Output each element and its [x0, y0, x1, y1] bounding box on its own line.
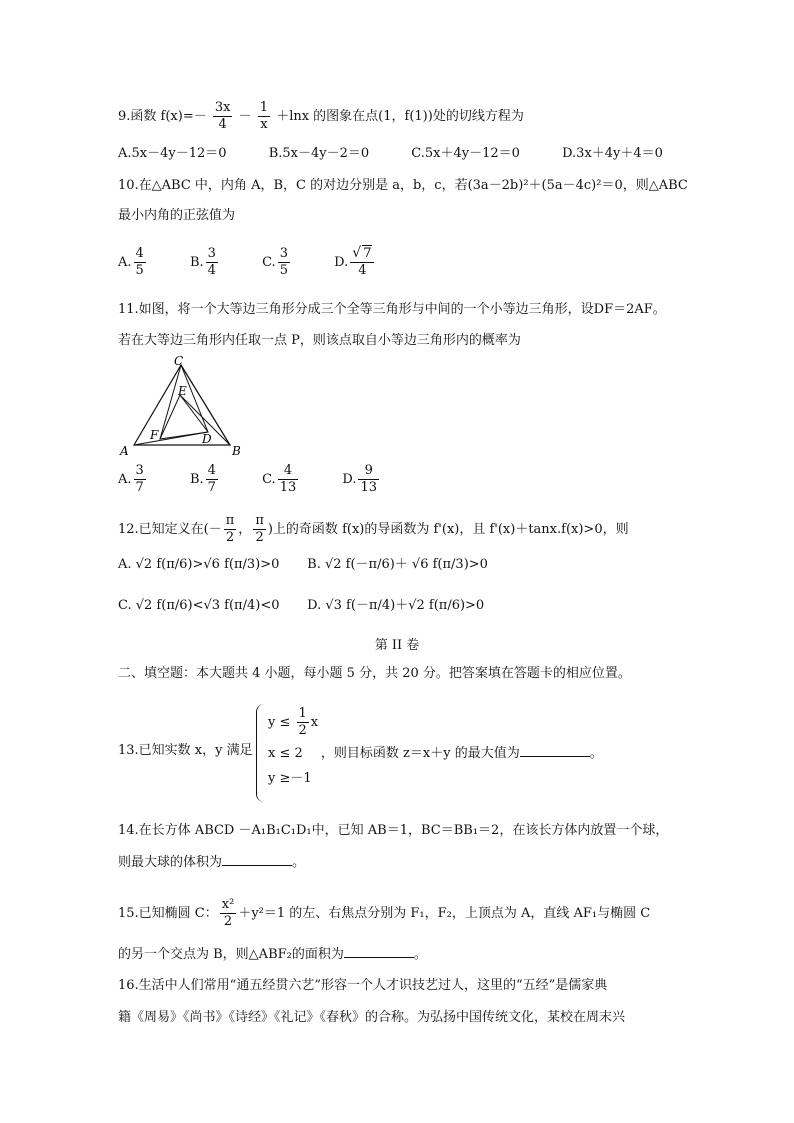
q12-suffix: )上的奇函数 f(x)的导函数为 f'(x)，且 f'(x)＋tanx.f(x)>0，则	[267, 522, 629, 537]
q13-c1-right: x	[310, 715, 319, 730]
q11-a-den: 7	[135, 480, 144, 495]
q12-frac-2	[253, 513, 266, 546]
q12-frac-2-den: 2	[255, 530, 264, 545]
q13-prefix: 13.已知实数 x，y 满足	[118, 743, 253, 758]
q9-minus: －	[238, 109, 252, 124]
q12-option-a[interactable]: A. √2 f(π/6)>√6 f(π/3)>0	[118, 557, 280, 572]
q9-frac-2-num: 1	[259, 100, 269, 115]
q14-stem-line2	[118, 853, 305, 872]
q10-b-label: B.	[189, 255, 204, 270]
q12-option-c[interactable]: C. √2 f(π/6)<√3 f(π/4)<0	[118, 598, 280, 613]
q13-condition-1	[268, 706, 318, 739]
q10-b-frac	[206, 246, 218, 279]
q10-a-den: 5	[135, 263, 144, 278]
q11-a-frac	[134, 463, 146, 496]
q13-suffix: ，则目标函数 z＝x＋y 的最大值为	[320, 746, 520, 761]
q13-c1-den: 2	[298, 723, 307, 738]
q11-d-frac	[358, 463, 379, 496]
label-e: E	[178, 384, 187, 398]
q10-a-label: A.	[118, 255, 132, 270]
q9-options	[118, 145, 701, 163]
q12-frac-1-num: π	[225, 513, 235, 528]
big-triangle	[134, 365, 230, 445]
q9-frac-1-den: 4	[218, 117, 227, 132]
q10-a-num: 4	[135, 246, 144, 261]
q11-d-label: D.	[342, 472, 357, 487]
q9-frac-2	[258, 100, 270, 133]
q15-line2-text: 的另一个交点为 B，则△ABF₂的面积为	[118, 947, 344, 962]
q10-d-sqrt	[352, 246, 372, 262]
q13-c2: x ≤ 2	[268, 746, 303, 761]
q16-stem-line2: 籍《周易》《尚书》《诗经》《礼记》《春秋》的合称。为弘扬中国传统文化，某校在周末兴	[118, 1010, 626, 1025]
q10-options	[118, 246, 414, 279]
part-two-heading: 二、填空题：本大题共 4 小题，每小题 5 分，共 20 分。把答案填在答题卡的相应位置。	[118, 666, 631, 681]
q9-frac-1-num: 3x	[214, 100, 231, 115]
section-title: 第 II 卷	[374, 638, 420, 653]
q12-option-d[interactable]: D. √3 f(－π/4)＋√2 f(π/6)>0	[307, 598, 485, 613]
q9-stem	[118, 100, 524, 133]
q11-option-b[interactable]	[190, 463, 220, 496]
q11-option-a[interactable]	[118, 463, 148, 496]
q12-stem	[118, 513, 629, 546]
label-f: F	[150, 428, 159, 442]
q14-end: 。	[292, 855, 306, 870]
q11-b-num: 4	[207, 463, 216, 478]
q10-option-a[interactable]	[118, 246, 148, 279]
segment-c-d	[181, 365, 208, 432]
q10-c-den: 5	[279, 263, 288, 278]
q15-end: 。	[413, 947, 427, 962]
label-b: B	[232, 444, 241, 458]
q11-b-den: 7	[207, 480, 216, 495]
q13-c1-frac	[297, 706, 309, 739]
q13-end: 。	[589, 746, 603, 761]
q14-line2-text: 则最大球的体积为	[118, 855, 223, 870]
q10-d-num	[350, 246, 374, 263]
q15-answer-blank[interactable]	[344, 945, 414, 958]
small-triangle	[160, 395, 208, 439]
q10-option-c[interactable]	[262, 246, 292, 279]
q11-option-d[interactable]	[342, 463, 381, 496]
q12-frac-1	[224, 513, 237, 546]
q14-stem-line1: 14.在长方体 ABCD －A₁B₁C₁D₁中，已知 AB＝1，BC＝BB₁＝2，在该长方体内放置一个球，	[118, 823, 669, 838]
q10-d-label: D.	[334, 255, 349, 270]
q10-stem-line1: 10.在△ABC 中，内角 A，B，C 的对边分别是 a，b，c，若(3a－2b)²＋(5a－4c)²＝0，则△ABC	[118, 178, 688, 193]
label-d: D	[202, 432, 212, 446]
q11-triangle-figure	[118, 355, 248, 460]
q11-c-den: 13	[279, 480, 297, 495]
q15-frac-num: x²	[221, 897, 235, 912]
q9-option-c[interactable]: C.5x＋4y－12＝0	[411, 146, 520, 161]
q9-frac-2-den: x	[260, 117, 268, 132]
q9-option-b[interactable]: B.5x－4y－2＝0	[268, 146, 370, 161]
q12-frac-1-den: 2	[225, 530, 235, 545]
q16-stem-line1: 16.生活中人们常用“通五经贯六艺”形容一个人才识技艺过人，这里的“五经”是儒家典	[118, 978, 608, 993]
q11-d-num: 9	[358, 463, 379, 480]
q15-prefix: 15.已知椭圆 C：	[118, 906, 218, 921]
q11-a-label: A.	[118, 472, 132, 487]
q14-answer-blank[interactable]	[222, 853, 292, 866]
q11-c-num: 4	[278, 463, 299, 480]
q13-c1-num: 1	[298, 706, 307, 721]
q10-c-frac	[278, 246, 290, 279]
q13-condition-3: y ≥－1	[268, 771, 312, 786]
q11-option-c[interactable]	[262, 463, 300, 496]
q11-stem-line1: 11.如图，将一个大等边三角形分成三个全等三角形与中间的一个小等边三角形，设DF＝2AF。	[118, 302, 666, 317]
q11-a-num: 3	[135, 463, 144, 478]
q15-suffix: ＋y²＝1 的左、右焦点分别为 F₁，F₂，上顶点为 A，直线 AF₁与椭圆 C	[238, 906, 651, 921]
q10-stem-line2: 最小内角的正弦值为	[118, 208, 236, 223]
q13-answer-blank[interactable]	[520, 744, 590, 757]
q10-c-label: C.	[262, 255, 276, 270]
q15-frac-den: 2	[223, 914, 233, 929]
q9-option-d[interactable]: D.3x＋4y＋4＝0	[562, 146, 663, 161]
q10-b-num: 3	[207, 246, 216, 261]
q13-condition-2	[268, 742, 603, 761]
q9-prefix: 9.函数 f(x)=－	[118, 109, 207, 124]
q11-c-frac	[278, 463, 299, 496]
q15-stem-line2	[118, 945, 427, 964]
q10-a-frac	[134, 246, 146, 279]
q9-frac-1	[213, 100, 233, 133]
q12-options-row1	[118, 556, 488, 574]
q12-options-row2	[118, 597, 484, 615]
q12-frac-2-num: π	[255, 513, 264, 528]
q12-comma: ，	[238, 522, 252, 537]
label-a: A	[120, 444, 129, 458]
q9-suffix: ＋lnx 的图象在点(1，f(1))处的切线方程为	[276, 109, 524, 124]
q9-option-a[interactable]: A.5x－4y－12＝0	[118, 146, 227, 161]
q10-c-num: 3	[279, 246, 288, 261]
q11-b-label: B.	[189, 472, 204, 487]
q10-d-den: 4	[358, 263, 367, 278]
q10-d-radicand: 7	[363, 246, 372, 261]
q13-c1-left: y ≤	[268, 715, 291, 730]
label-c: C	[174, 355, 184, 368]
q11-c-label: C.	[262, 472, 276, 487]
q15-frac	[220, 897, 237, 930]
q10-d-frac	[350, 246, 374, 279]
q11-stem-line2: 若在大等边三角形内任取一点 P，则该点取自小等边三角形内的概率为	[118, 333, 521, 348]
q12-prefix: 12.已知定义在(－	[118, 522, 222, 537]
q11-options	[118, 463, 419, 496]
q12-option-b[interactable]: B. √2 f(－π/6)＋ √6 f(π/3)>0	[307, 557, 488, 572]
q15-stem-line1	[118, 897, 650, 930]
q13-brace	[256, 704, 267, 802]
q10-option-d[interactable]	[334, 246, 376, 279]
q11-b-frac	[206, 463, 218, 496]
q10-option-b[interactable]	[190, 246, 220, 279]
q11-d-den: 13	[360, 480, 378, 495]
segment-c-f	[160, 365, 181, 439]
q10-b-den: 4	[207, 263, 216, 278]
